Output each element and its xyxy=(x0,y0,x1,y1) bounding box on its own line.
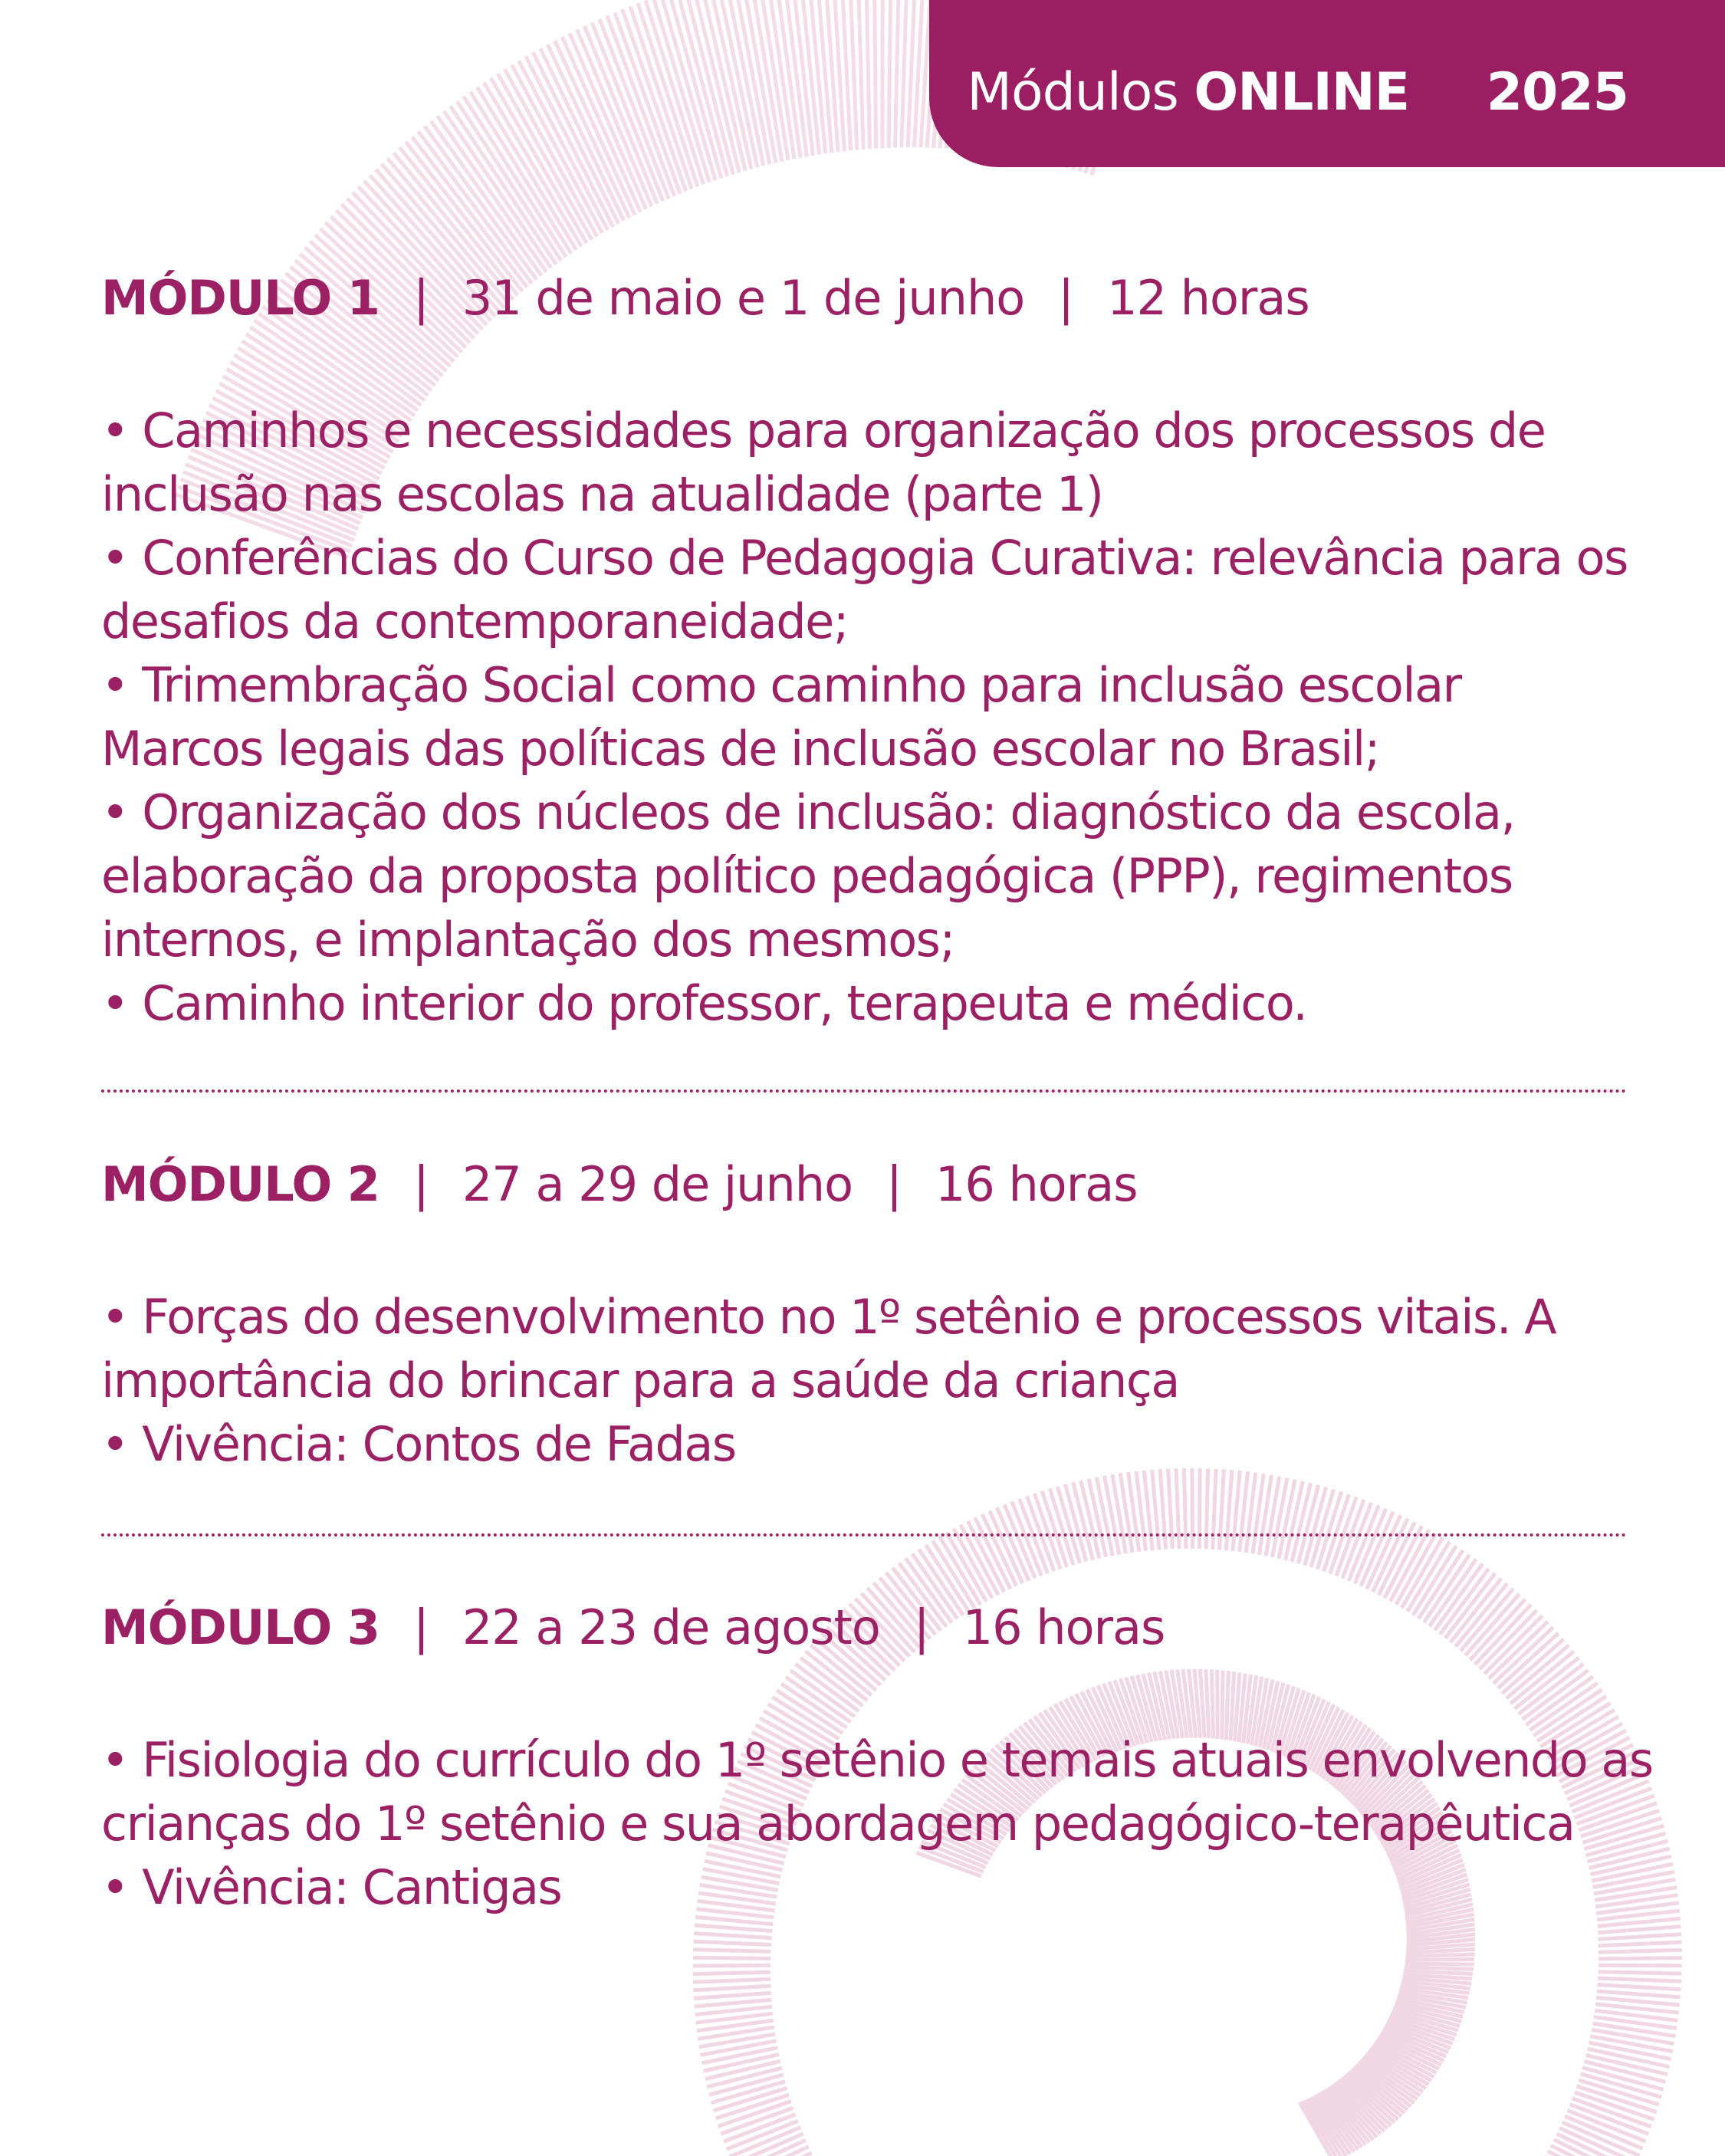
topic-line: crianças do 1º setênio e sua abordagem pedagógico-terapêutica xyxy=(101,1796,1575,1852)
module-3-section xyxy=(101,1599,1653,1919)
module-1-topics xyxy=(101,399,1627,1035)
topic-line: • Vivência: Cantigas xyxy=(101,1859,562,1916)
topic-line: • Forças do desenvolvimento no 1º setênio e processos vitais. A xyxy=(101,1289,1556,1346)
topic-line: • Caminho interior do professor, terapeuta e médico. xyxy=(101,975,1307,1032)
module-2-dates: 27 a 29 de junho xyxy=(462,1156,853,1212)
module-2-section xyxy=(101,1156,1627,1476)
separator: | xyxy=(1058,270,1074,326)
module-3-hours: 16 horas xyxy=(962,1599,1165,1655)
module-3-dates: 22 a 23 de agosto xyxy=(462,1599,880,1655)
module-1-title: MÓDULO 1 xyxy=(101,270,380,326)
module-2-hours: 16 horas xyxy=(935,1156,1138,1212)
topic-line: elaboração da proposta político pedagógica (PPP), regimentos xyxy=(101,848,1513,905)
topic-line: Marcos legais das políticas de inclusão escolar no Brasil; xyxy=(101,721,1380,777)
topic-line: inclusão nas escolas na atualidade (parte 1) xyxy=(101,466,1103,523)
module-2-title: MÓDULO 2 xyxy=(101,1156,380,1212)
header-banner xyxy=(929,0,1725,167)
module-3-topics xyxy=(101,1728,1653,1919)
topic-line: internos, e implantação dos mesmos; xyxy=(101,912,955,968)
separator: | xyxy=(886,1156,902,1212)
module-1-heading xyxy=(101,270,1627,327)
header-title xyxy=(967,61,1628,124)
module-3-title: MÓDULO 3 xyxy=(101,1599,380,1655)
topic-line: importância do brincar para a saúde da criança xyxy=(101,1352,1179,1409)
module-1-hours: 12 horas xyxy=(1107,270,1309,326)
module-2-topics xyxy=(101,1285,1627,1476)
separator: | xyxy=(412,1599,429,1655)
module-1-dates: 31 de maio e 1 de junho xyxy=(462,270,1025,326)
separator: | xyxy=(412,270,429,326)
header-label-light: Módulos xyxy=(967,62,1178,123)
dotted-divider xyxy=(101,1533,1627,1536)
topic-line: • Trimembração Social como caminho para inclusão escolar xyxy=(101,657,1461,714)
topic-line: • Caminhos e necessidades para organização dos processos de xyxy=(101,403,1546,459)
topic-line: desafios da contemporaneidade; xyxy=(101,593,849,650)
separator: | xyxy=(412,1156,429,1212)
module-3-heading xyxy=(101,1599,1627,1656)
dotted-divider xyxy=(101,1090,1627,1093)
separator: | xyxy=(913,1599,929,1655)
topic-line: • Fisiologia do currículo do 1º setênio e temais atuais envolvendo as xyxy=(101,1732,1653,1789)
topic-line: • Vivência: Contos de Fadas xyxy=(101,1416,736,1473)
module-1-section xyxy=(101,270,1627,1035)
header-label-online: ONLINE xyxy=(1194,62,1410,123)
module-2-heading xyxy=(101,1156,1627,1213)
topic-line: • Conferências do Curso de Pedagogia Curativa: relevância para os xyxy=(101,530,1628,587)
header-year: 2025 xyxy=(1486,62,1628,123)
topic-line: • Organização dos núcleos de inclusão: diagnóstico da escola, xyxy=(101,784,1515,841)
